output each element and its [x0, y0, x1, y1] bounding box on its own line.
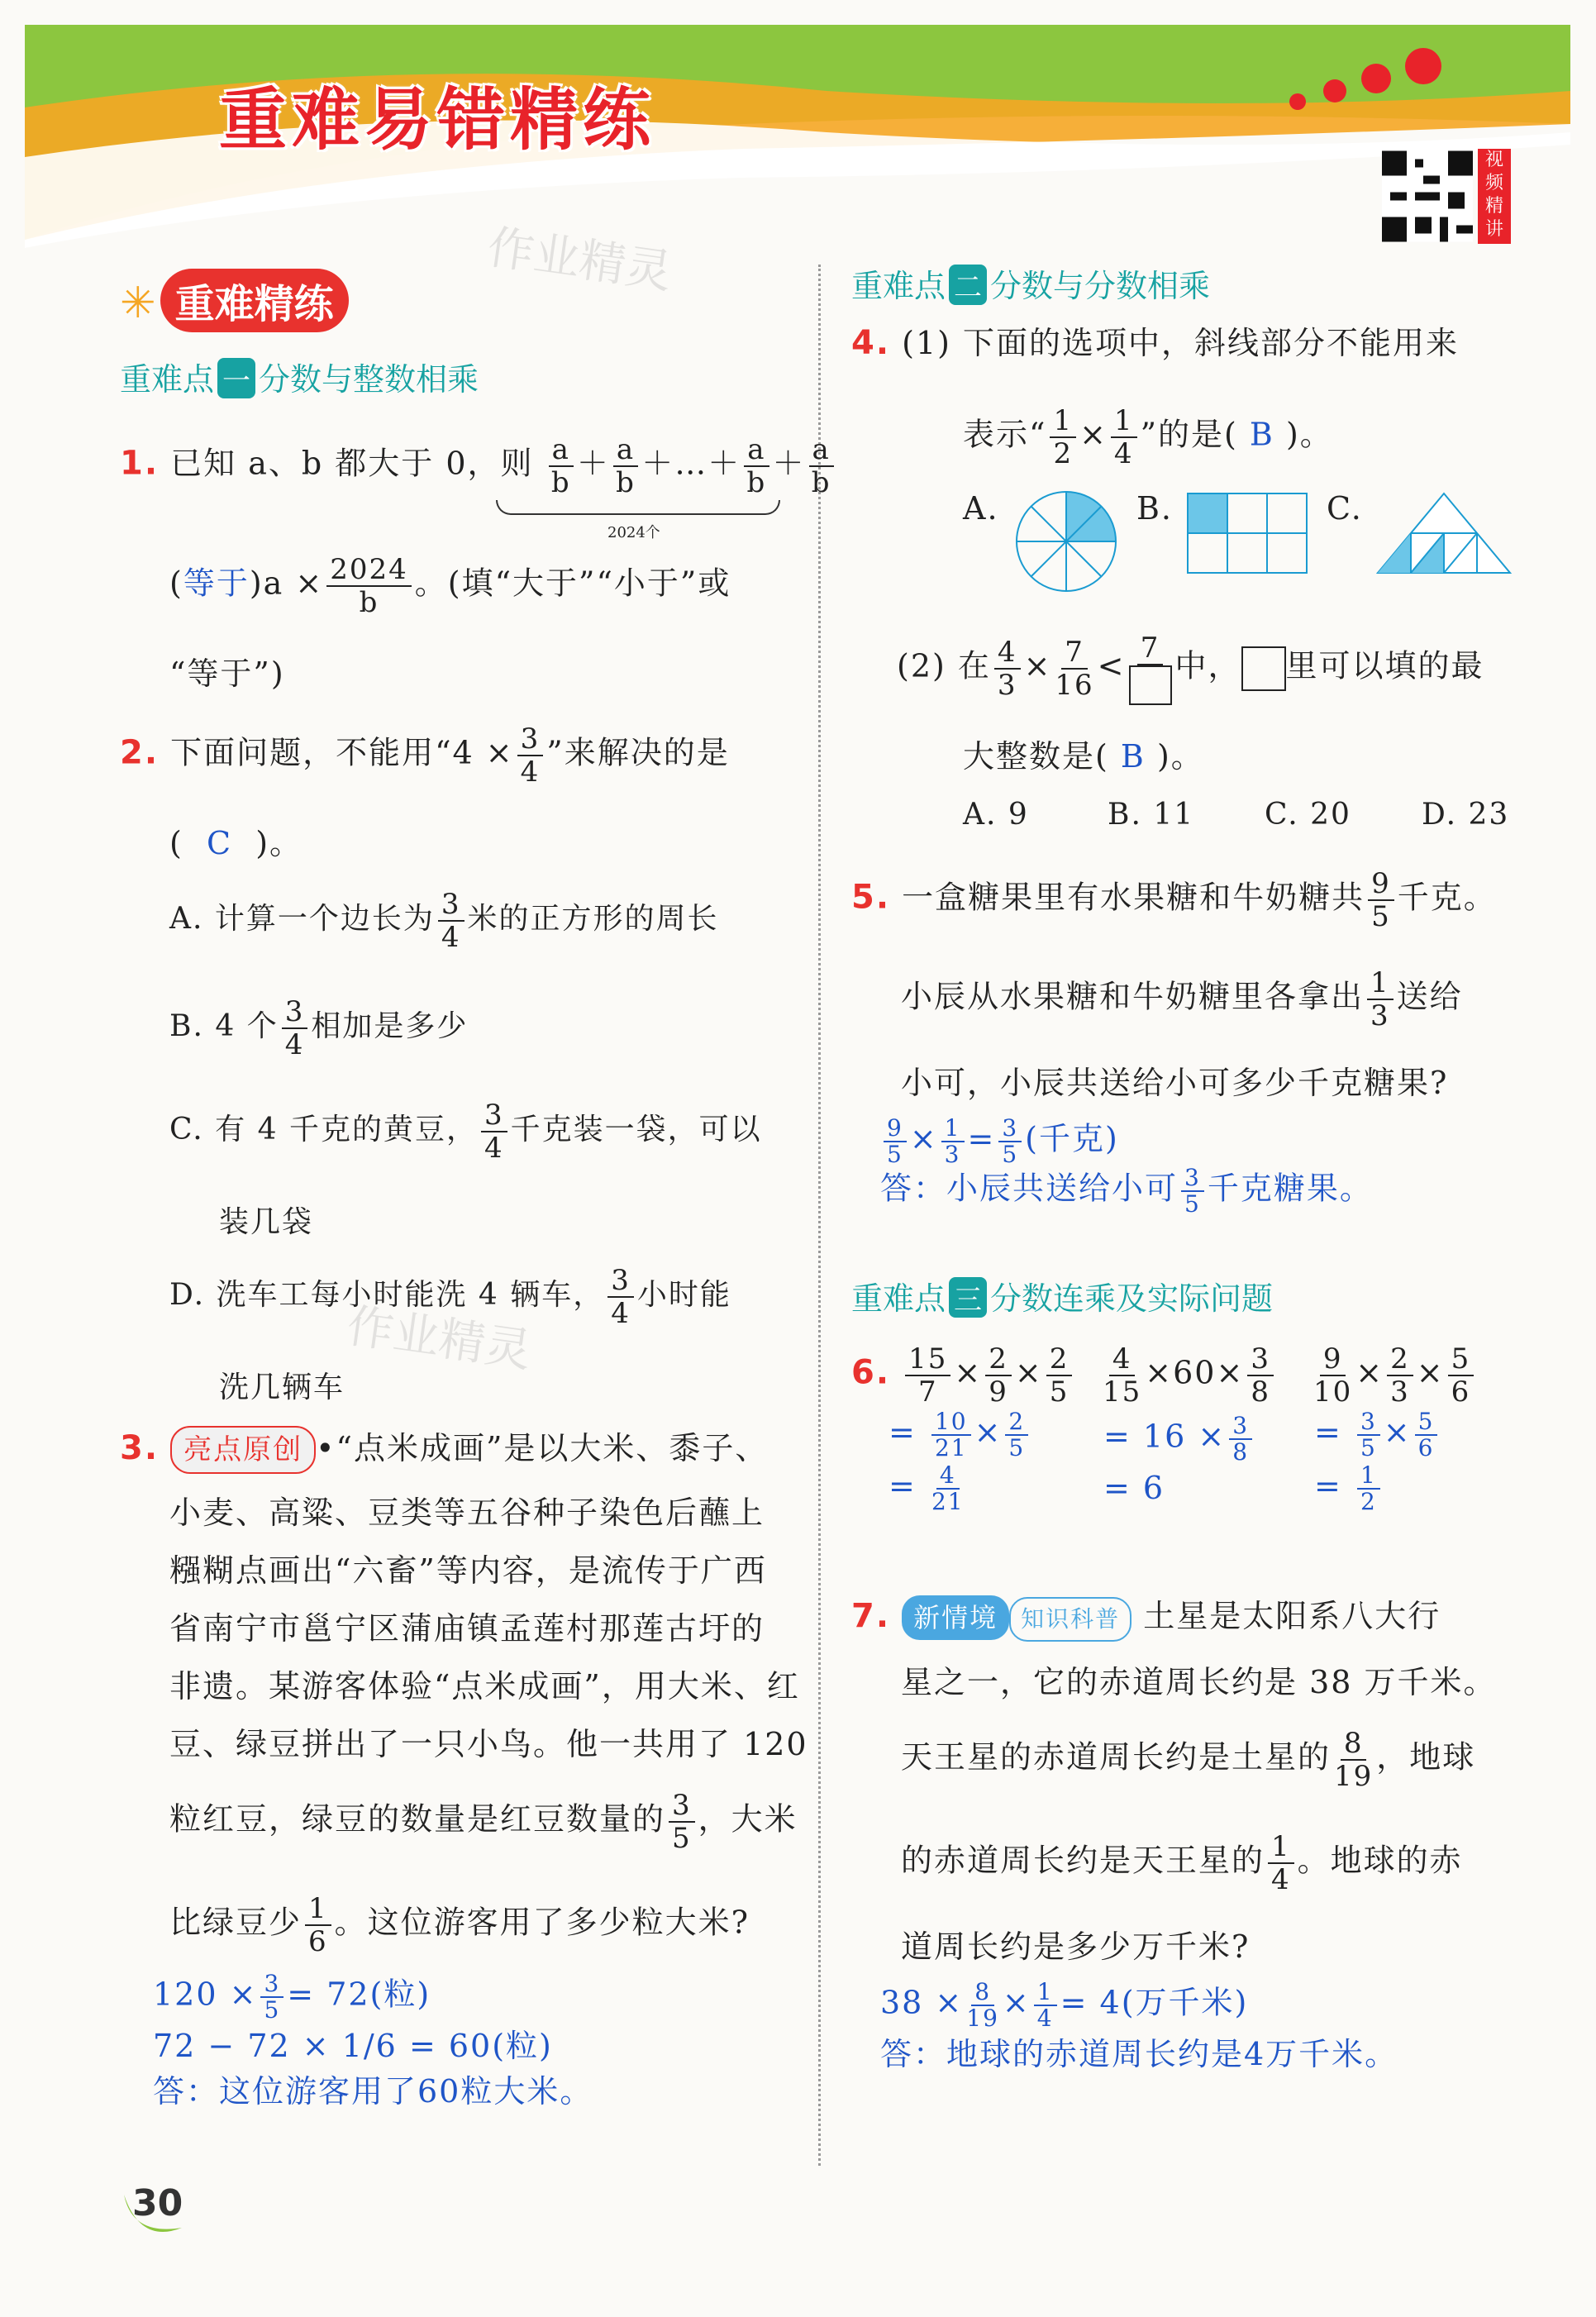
question-2-answer: ( C )。: [169, 825, 303, 861]
question-6-expr-2: $\frac{4}{15}$ ×60× $\frac{3}{8}$: [1099, 1343, 1277, 1408]
question-2: 2. 下面问题，不能用“4 × $\frac{3}{4}$ ”来解决的是: [120, 722, 730, 789]
option-b: B. 4 个 $\frac{3}{4}$ 相加是多少: [169, 995, 469, 1061]
option-d-line2: 洗几辆车: [219, 1371, 345, 1404]
question-1: 1. 已知 a、b 都大于 0，则 $\frac{a}{b}$ ＋ $\frac{a}{b}$ ＋…＋ $\frac{a}{b}$ ＋ $\frac{a}{b}$: [120, 434, 837, 498]
answer: 等于: [183, 565, 250, 602]
q3-line: 非遗。某游客体验“点米成画”，用大米、红: [169, 1668, 800, 1704]
column-divider: [818, 265, 821, 2166]
question-3: 3. 亮点原创 •“点米成画”是以大米、黍子、: [120, 1426, 768, 1474]
section-heading-1: 重难点 一 分数与整数相乘: [120, 354, 479, 399]
qr-code-icon[interactable]: [1382, 149, 1473, 244]
question-4-part2-line2: 大整数是( B )。: [963, 738, 1204, 775]
count-label: 2024个: [607, 524, 660, 541]
q6-step-5: = $\frac{3}{5}$ × $\frac{5}{6}$: [1314, 1409, 1441, 1461]
question-4: 4. (1) 下面的选项中，斜线部分不能用来: [851, 324, 1460, 362]
question-1-line3: “等于”): [169, 656, 285, 692]
star-icon: ✳: [120, 279, 156, 328]
q3-answer-3: 答：这位游客用了60粒大米。: [153, 2073, 593, 2110]
underbrace: [496, 500, 780, 515]
original-tag: 亮点原创: [170, 1426, 316, 1474]
choice-b: B. 11: [1108, 798, 1195, 832]
question-6-expr-3: $\frac{9}{10}$ × $\frac{2}{3}$ × $\frac{5}{6}$: [1310, 1343, 1477, 1408]
q5-answer-2: 答：小辰共送给小可 $\frac{3}{5}$ 千克糖果。: [880, 1164, 1373, 1218]
blank-box: [1241, 646, 1286, 691]
option-c-line2: 装几袋: [219, 1205, 314, 1239]
q6-step-2: = $\frac{4}{21}$: [889, 1461, 965, 1515]
triangle-option-figure: [1376, 492, 1513, 574]
q3-line: 豆、绿豆拼出了一只小鸟。他一共用了 120: [169, 1726, 808, 1762]
question-5: 5. 一盒糖果里有水果糖和牛奶糖共 $\frac{9}{5}$ 千克。: [851, 867, 1497, 933]
option-d: D. 洗车工每小时能洗 4 辆车， $\frac{3}{4}$ 小时能: [169, 1264, 731, 1330]
option-b-label: B.: [1136, 490, 1174, 527]
watermark: 作业精灵: [484, 220, 675, 300]
q7-line: 星之一，它的赤道周长约是 38 万千米。: [901, 1664, 1497, 1700]
video-lecture-label[interactable]: 视频精讲: [1478, 149, 1511, 244]
q7-line: 的赤道周长约是天王星的 $\frac{1}{4}$ 。地球的赤: [901, 1830, 1463, 1896]
question-4-part2: (2) 在 $\frac{4}{3}$ × $\frac{7}{16}$ < 7 中， 里可以填的最: [897, 632, 1484, 705]
q5-line: 小辰从水果糖和牛奶糖里各拿出 $\frac{1}{3}$ 送给: [901, 966, 1463, 1032]
q6-step-1: = $\frac{10}{21}$ × $\frac{2}{5}$: [889, 1409, 1031, 1461]
page-title: 重难易错精练: [219, 81, 656, 160]
rectangle-option-figure: [1186, 492, 1310, 574]
section-pill-row: [120, 269, 349, 332]
option-a: A. 计算一个边长为 $\frac{3}{4}$ 米的正方形的周长: [169, 888, 719, 954]
q5-line: 小可，小辰共送给小可多少千克糖果?: [901, 1065, 1449, 1101]
q6-step-4: = 6: [1103, 1470, 1165, 1506]
q3-answer-2: 72 − 72 × 1/6 = 60(粒): [153, 2028, 553, 2064]
question-6: 6. $\frac{15}{7}$ × $\frac{2}{9}$ × $\frac{2}{5}$: [851, 1343, 1075, 1408]
question-1-line2: (等于)a × $\frac{2024}{b}$ 。(填“大于”“小于”或: [169, 553, 731, 619]
q6-step-3: = 16 × $\frac{3}{8}$: [1103, 1414, 1255, 1465]
q6-step-6: = $\frac{1}{2}$: [1314, 1463, 1384, 1514]
option-c: C. 有 4 千克的黄豆， $\frac{3}{4}$ 千克装一袋，可以: [169, 1099, 762, 1165]
option-c-label: C.: [1327, 490, 1363, 527]
question-4-line2: 表示“ $\frac{1}{2}$ × $\frac{1}{4}$ ”的是( B )。: [963, 404, 1333, 470]
q7-line: 道周长约是多少万千米?: [901, 1928, 1251, 1965]
q3-line: 粒红豆，绿豆的数量是红豆数量的 $\frac{3}{5}$ ，大米: [169, 1789, 798, 1855]
q3-answer-1: 120 × $\frac{3}{5}$ = 72(粒): [153, 1970, 431, 2024]
choice-c: C. 20: [1265, 798, 1351, 832]
q3-line: 糨糊点画出“六畜”等内容，是流传于广西: [169, 1552, 767, 1589]
q5-answer-1: $\frac{9}{5}$ × $\frac{1}{3}$ = $\frac{3}{5}$ (千克): [880, 1116, 1119, 1167]
section-heading-2: 重难点 二 分数与分数相乘: [851, 260, 1210, 306]
section-pill: 重难精练: [160, 269, 349, 332]
circle-option-figure: [1012, 488, 1120, 595]
watermark: 作业精灵: [343, 1299, 535, 1379]
q3-line: 小麦、高粱、豆类等五谷种子染色后蘸上: [169, 1495, 765, 1531]
q7-line: 天王星的赤道周长约是土星的 $\frac{8}{19}$ ，地球: [901, 1727, 1476, 1793]
q7-answer-2: 答：地球的赤道周长约是4万千米。: [880, 2036, 1398, 2072]
section-heading-3: 重难点 三 分数连乘及实际问题: [851, 1273, 1273, 1318]
option-a-label: A.: [963, 490, 999, 527]
q7-answer-1: 38 × $\frac{8}{19}$ × $\frac{1}{4}$ = 4(万千米): [880, 1978, 1249, 2032]
question-7: 7. 新情境 知识科普 土星是太阳系八大行: [851, 1595, 1441, 1642]
science-tag: 知识科普: [1009, 1597, 1131, 1642]
choice-a: A. 9: [963, 798, 1029, 832]
q3-line: 比绿豆少 $\frac{1}{6}$ 。这位游客用了多少粒大米?: [169, 1892, 750, 1958]
new-context-tag: 新情境: [902, 1595, 1009, 1640]
choice-d: D. 23: [1422, 798, 1510, 832]
q3-line: 省南宁市邕宁区蒲庙镇孟莲村那莲古圩的: [169, 1610, 765, 1647]
page-number: 30: [132, 2182, 183, 2224]
